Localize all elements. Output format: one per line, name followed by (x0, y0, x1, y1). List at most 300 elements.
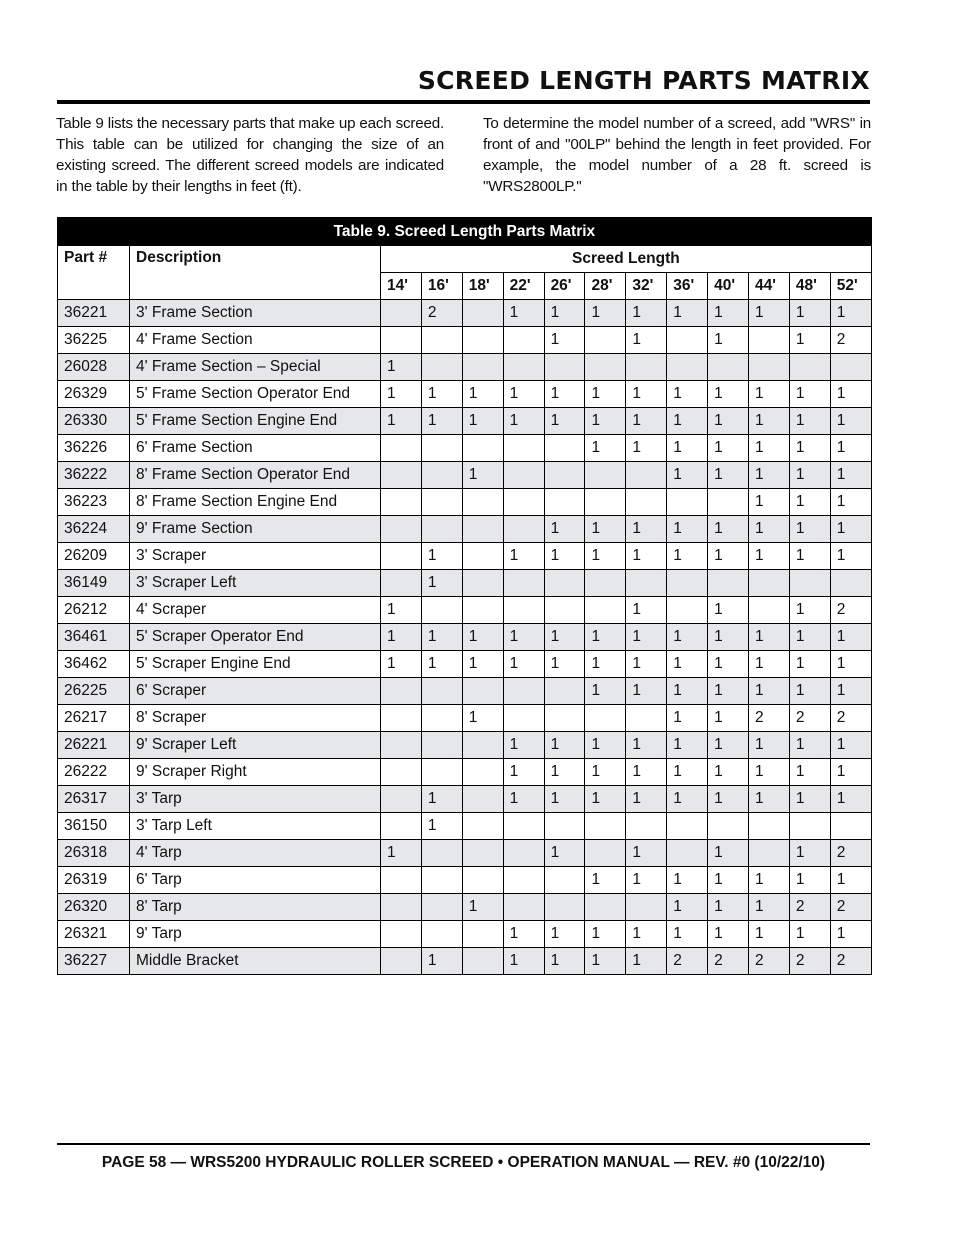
quantity-cell (381, 813, 422, 840)
quantity-cell: 1 (585, 921, 626, 948)
quantity-cell (421, 840, 462, 867)
table-row (58, 678, 872, 705)
quantity-cell (462, 327, 503, 354)
quantity-cell: 1 (749, 300, 790, 327)
quantity-cell: 1 (626, 327, 667, 354)
quantity-cell (421, 462, 462, 489)
quantity-cell (585, 705, 626, 732)
quantity-cell: 1 (503, 300, 544, 327)
quantity-cell: 1 (544, 327, 585, 354)
quantity-cell: 1 (626, 408, 667, 435)
quantity-cell: 1 (626, 624, 667, 651)
parts-matrix-table (57, 217, 872, 975)
quantity-cell (503, 489, 544, 516)
quantity-cell (503, 354, 544, 381)
quantity-cell (544, 597, 585, 624)
quantity-cell: 1 (789, 381, 830, 408)
quantity-cell: 2 (789, 948, 830, 975)
quantity-cell: 1 (667, 408, 708, 435)
quantity-cell: 2 (830, 597, 871, 624)
table-row (58, 813, 872, 840)
quantity-cell (749, 813, 790, 840)
description-cell: 6' Tarp (130, 867, 381, 894)
column-header-length: 26' (544, 273, 585, 300)
column-header-length: 48' (789, 273, 830, 300)
quantity-cell: 1 (789, 435, 830, 462)
table-row (58, 327, 872, 354)
quantity-cell: 1 (381, 840, 422, 867)
quantity-cell: 1 (421, 948, 462, 975)
quantity-cell (830, 570, 871, 597)
quantity-cell: 1 (789, 462, 830, 489)
quantity-cell: 1 (544, 732, 585, 759)
quantity-cell: 1 (462, 651, 503, 678)
quantity-cell: 1 (667, 732, 708, 759)
quantity-cell (544, 489, 585, 516)
quantity-cell: 1 (667, 678, 708, 705)
table-row (58, 840, 872, 867)
quantity-cell: 2 (667, 948, 708, 975)
quantity-cell: 2 (749, 948, 790, 975)
quantity-cell (462, 732, 503, 759)
description-cell: 6' Frame Section (130, 435, 381, 462)
quantity-cell: 1 (789, 786, 830, 813)
quantity-cell (381, 435, 422, 462)
quantity-cell: 1 (585, 651, 626, 678)
quantity-cell: 1 (462, 381, 503, 408)
quantity-cell: 1 (585, 516, 626, 543)
part-number-cell: 26212 (58, 597, 130, 624)
quantity-cell (585, 894, 626, 921)
quantity-cell: 1 (708, 516, 749, 543)
quantity-cell: 1 (503, 759, 544, 786)
quantity-cell (381, 786, 422, 813)
quantity-cell: 1 (421, 543, 462, 570)
quantity-cell (462, 867, 503, 894)
quantity-cell: 1 (585, 786, 626, 813)
quantity-cell: 1 (708, 543, 749, 570)
column-header-part: Part # (58, 246, 130, 300)
quantity-cell (381, 894, 422, 921)
quantity-cell (585, 813, 626, 840)
quantity-cell: 1 (585, 948, 626, 975)
description-cell: 5' Frame Section Engine End (130, 408, 381, 435)
quantity-cell: 1 (708, 462, 749, 489)
quantity-cell (421, 921, 462, 948)
footer-divider (57, 1143, 870, 1145)
quantity-cell: 1 (421, 624, 462, 651)
quantity-cell (421, 354, 462, 381)
quantity-cell: 1 (749, 867, 790, 894)
column-header-description: Description (130, 246, 381, 300)
quantity-cell (462, 948, 503, 975)
description-cell: 4' Frame Section (130, 327, 381, 354)
quantity-cell: 1 (462, 894, 503, 921)
column-header-length: 14' (381, 273, 422, 300)
quantity-cell (667, 354, 708, 381)
quantity-cell: 1 (585, 381, 626, 408)
quantity-cell (749, 597, 790, 624)
quantity-cell: 1 (667, 894, 708, 921)
quantity-cell (667, 570, 708, 597)
table-row (58, 759, 872, 786)
table-caption: Table 9. Screed Length Parts Matrix (58, 218, 872, 246)
quantity-cell (503, 867, 544, 894)
quantity-cell: 1 (749, 651, 790, 678)
table-row (58, 786, 872, 813)
quantity-cell (585, 840, 626, 867)
quantity-cell: 1 (708, 327, 749, 354)
part-number-cell: 26319 (58, 867, 130, 894)
quantity-cell: 1 (503, 408, 544, 435)
quantity-cell: 1 (708, 597, 749, 624)
quantity-cell (626, 813, 667, 840)
quantity-cell: 1 (667, 867, 708, 894)
quantity-cell: 1 (749, 516, 790, 543)
quantity-cell: 1 (667, 381, 708, 408)
quantity-cell (789, 570, 830, 597)
description-cell: 3' Scraper Left (130, 570, 381, 597)
quantity-cell: 1 (708, 624, 749, 651)
quantity-cell: 1 (708, 300, 749, 327)
quantity-cell (503, 327, 544, 354)
quantity-cell: 1 (381, 381, 422, 408)
quantity-cell: 1 (789, 327, 830, 354)
quantity-cell: 1 (789, 408, 830, 435)
quantity-cell (544, 678, 585, 705)
quantity-cell: 1 (667, 759, 708, 786)
quantity-cell: 1 (708, 408, 749, 435)
quantity-cell (503, 705, 544, 732)
quantity-cell: 1 (462, 705, 503, 732)
part-number-cell: 36149 (58, 570, 130, 597)
quantity-cell: 1 (789, 300, 830, 327)
quantity-cell (708, 354, 749, 381)
quantity-cell: 1 (667, 786, 708, 813)
quantity-cell: 1 (708, 867, 749, 894)
quantity-cell (381, 948, 422, 975)
quantity-cell (462, 435, 503, 462)
quantity-cell: 1 (667, 705, 708, 732)
part-number-cell: 36461 (58, 624, 130, 651)
part-number-cell: 26317 (58, 786, 130, 813)
quantity-cell: 1 (830, 624, 871, 651)
quantity-cell (544, 813, 585, 840)
quantity-cell (585, 597, 626, 624)
quantity-cell: 1 (749, 462, 790, 489)
matrix-body (58, 300, 872, 975)
description-cell: 3' Tarp (130, 786, 381, 813)
quantity-cell: 1 (830, 516, 871, 543)
quantity-cell: 1 (585, 543, 626, 570)
column-header-length: 36' (667, 273, 708, 300)
quantity-cell: 1 (708, 894, 749, 921)
quantity-cell (421, 732, 462, 759)
quantity-cell: 1 (708, 678, 749, 705)
quantity-cell: 1 (789, 678, 830, 705)
quantity-cell: 1 (626, 597, 667, 624)
quantity-cell: 1 (421, 813, 462, 840)
quantity-cell (381, 489, 422, 516)
quantity-cell (789, 813, 830, 840)
quantity-cell: 1 (667, 921, 708, 948)
quantity-cell (749, 570, 790, 597)
quantity-cell: 1 (830, 786, 871, 813)
quantity-cell: 1 (708, 786, 749, 813)
quantity-cell: 1 (667, 435, 708, 462)
quantity-cell: 1 (749, 732, 790, 759)
quantity-cell: 1 (585, 435, 626, 462)
description-cell: 9' Scraper Left (130, 732, 381, 759)
quantity-cell: 1 (626, 786, 667, 813)
table-row (58, 597, 872, 624)
quantity-cell (503, 840, 544, 867)
quantity-cell (421, 597, 462, 624)
description-cell: 3' Scraper (130, 543, 381, 570)
quantity-cell: 1 (789, 597, 830, 624)
quantity-cell (830, 354, 871, 381)
table-row (58, 732, 872, 759)
quantity-cell (585, 570, 626, 597)
quantity-cell: 1 (626, 948, 667, 975)
quantity-cell (462, 921, 503, 948)
quantity-cell (708, 813, 749, 840)
table-row (58, 651, 872, 678)
quantity-cell: 1 (749, 489, 790, 516)
quantity-cell (544, 867, 585, 894)
quantity-cell: 1 (789, 516, 830, 543)
quantity-cell: 1 (381, 354, 422, 381)
quantity-cell (585, 462, 626, 489)
quantity-cell: 1 (667, 651, 708, 678)
quantity-cell: 1 (830, 381, 871, 408)
quantity-cell: 1 (830, 300, 871, 327)
table-row (58, 489, 872, 516)
quantity-cell: 1 (626, 651, 667, 678)
quantity-cell: 1 (789, 651, 830, 678)
quantity-cell: 1 (749, 435, 790, 462)
quantity-cell: 1 (421, 651, 462, 678)
quantity-cell (626, 462, 667, 489)
quantity-cell (421, 894, 462, 921)
quantity-cell: 1 (626, 678, 667, 705)
quantity-cell: 2 (708, 948, 749, 975)
quantity-cell (381, 867, 422, 894)
quantity-cell (585, 354, 626, 381)
part-number-cell: 26329 (58, 381, 130, 408)
quantity-cell (381, 570, 422, 597)
quantity-cell (462, 354, 503, 381)
table-row (58, 921, 872, 948)
table-row (58, 948, 872, 975)
column-header-length: 22' (503, 273, 544, 300)
table-row (58, 354, 872, 381)
quantity-cell (421, 867, 462, 894)
column-header-length: 16' (421, 273, 462, 300)
quantity-cell (421, 435, 462, 462)
page-title: SCREED LENGTH PARTS MATRIX (417, 66, 870, 95)
quantity-cell (789, 354, 830, 381)
table-row (58, 516, 872, 543)
quantity-cell: 1 (585, 408, 626, 435)
quantity-cell: 1 (830, 408, 871, 435)
description-cell: Middle Bracket (130, 948, 381, 975)
quantity-cell: 1 (626, 840, 667, 867)
column-header-length: 52' (830, 273, 871, 300)
part-number-cell: 26221 (58, 732, 130, 759)
quantity-cell: 2 (830, 948, 871, 975)
quantity-cell (544, 705, 585, 732)
quantity-cell: 1 (708, 732, 749, 759)
quantity-cell (503, 462, 544, 489)
description-cell: 9' Scraper Right (130, 759, 381, 786)
quantity-cell: 1 (789, 921, 830, 948)
quantity-cell (667, 327, 708, 354)
quantity-cell: 1 (830, 435, 871, 462)
quantity-cell: 1 (381, 597, 422, 624)
part-number-cell: 26321 (58, 921, 130, 948)
quantity-cell: 1 (667, 516, 708, 543)
description-cell: 4' Tarp (130, 840, 381, 867)
quantity-cell: 1 (462, 462, 503, 489)
table-row (58, 543, 872, 570)
quantity-cell: 2 (789, 705, 830, 732)
description-cell: 6' Scraper (130, 678, 381, 705)
quantity-cell (381, 462, 422, 489)
description-cell: 5' Scraper Operator End (130, 624, 381, 651)
quantity-cell (381, 327, 422, 354)
quantity-cell: 1 (544, 948, 585, 975)
part-number-cell: 36223 (58, 489, 130, 516)
quantity-cell: 1 (789, 840, 830, 867)
quantity-cell: 2 (421, 300, 462, 327)
description-cell: 8' Scraper (130, 705, 381, 732)
quantity-cell: 1 (626, 867, 667, 894)
quantity-cell (544, 354, 585, 381)
part-number-cell: 26028 (58, 354, 130, 381)
quantity-cell (503, 894, 544, 921)
quantity-cell: 1 (830, 543, 871, 570)
part-number-cell: 26225 (58, 678, 130, 705)
quantity-cell (544, 462, 585, 489)
quantity-cell (749, 840, 790, 867)
table-row (58, 705, 872, 732)
part-number-cell: 36222 (58, 462, 130, 489)
quantity-cell: 1 (585, 732, 626, 759)
quantity-cell: 2 (749, 705, 790, 732)
quantity-cell: 1 (585, 300, 626, 327)
quantity-cell: 1 (708, 840, 749, 867)
quantity-cell (503, 597, 544, 624)
quantity-cell (503, 813, 544, 840)
part-number-cell: 36221 (58, 300, 130, 327)
quantity-cell (830, 813, 871, 840)
title-divider (57, 100, 870, 104)
quantity-cell: 1 (626, 732, 667, 759)
quantity-cell (749, 354, 790, 381)
quantity-cell: 1 (503, 543, 544, 570)
column-group-screed-length: Screed Length (381, 246, 872, 273)
quantity-cell: 1 (830, 759, 871, 786)
part-number-cell: 36227 (58, 948, 130, 975)
quantity-cell (462, 840, 503, 867)
quantity-cell (503, 435, 544, 462)
quantity-cell (421, 489, 462, 516)
quantity-cell: 1 (708, 651, 749, 678)
part-number-cell: 26318 (58, 840, 130, 867)
quantity-cell: 1 (585, 867, 626, 894)
part-number-cell: 26222 (58, 759, 130, 786)
quantity-cell: 1 (421, 570, 462, 597)
quantity-cell (462, 543, 503, 570)
quantity-cell: 1 (830, 489, 871, 516)
quantity-cell (667, 597, 708, 624)
quantity-cell (421, 678, 462, 705)
column-header-length: 44' (749, 273, 790, 300)
quantity-cell: 1 (708, 435, 749, 462)
quantity-cell (462, 759, 503, 786)
quantity-cell: 2 (789, 894, 830, 921)
description-cell: 8' Tarp (130, 894, 381, 921)
description-cell: 5' Frame Section Operator End (130, 381, 381, 408)
table-row (58, 894, 872, 921)
table-row (58, 300, 872, 327)
quantity-cell (462, 597, 503, 624)
quantity-cell (421, 516, 462, 543)
quantity-cell: 1 (749, 408, 790, 435)
quantity-cell: 1 (421, 381, 462, 408)
part-number-cell: 36150 (58, 813, 130, 840)
quantity-cell (462, 786, 503, 813)
quantity-cell (381, 759, 422, 786)
description-cell: 9' Tarp (130, 921, 381, 948)
quantity-cell: 1 (789, 867, 830, 894)
quantity-cell (708, 570, 749, 597)
description-cell: 8' Frame Section Engine End (130, 489, 381, 516)
part-number-cell: 36462 (58, 651, 130, 678)
quantity-cell (626, 705, 667, 732)
quantity-cell (667, 840, 708, 867)
table-row (58, 435, 872, 462)
table-row (58, 867, 872, 894)
quantity-cell: 1 (749, 786, 790, 813)
table-row (58, 624, 872, 651)
quantity-cell: 2 (830, 894, 871, 921)
quantity-cell: 1 (585, 624, 626, 651)
quantity-cell (421, 705, 462, 732)
table-row (58, 462, 872, 489)
part-number-cell: 36225 (58, 327, 130, 354)
quantity-cell: 1 (708, 705, 749, 732)
quantity-cell (585, 327, 626, 354)
quantity-cell (544, 894, 585, 921)
description-cell: 4' Frame Section – Special (130, 354, 381, 381)
quantity-cell (381, 921, 422, 948)
description-cell: 8' Frame Section Operator End (130, 462, 381, 489)
quantity-cell (421, 759, 462, 786)
quantity-cell: 1 (462, 408, 503, 435)
quantity-cell: 1 (544, 408, 585, 435)
quantity-cell (667, 489, 708, 516)
quantity-cell: 1 (503, 651, 544, 678)
quantity-cell (503, 516, 544, 543)
quantity-cell: 1 (749, 894, 790, 921)
quantity-cell: 1 (749, 543, 790, 570)
quantity-cell: 1 (626, 921, 667, 948)
quantity-cell: 1 (626, 435, 667, 462)
column-header-length: 18' (462, 273, 503, 300)
page-footer: PAGE 58 — WRS5200 HYDRAULIC ROLLER SCREED • OPERATION MANUAL — REV. #0 (10/22/10) (101, 1154, 826, 1171)
